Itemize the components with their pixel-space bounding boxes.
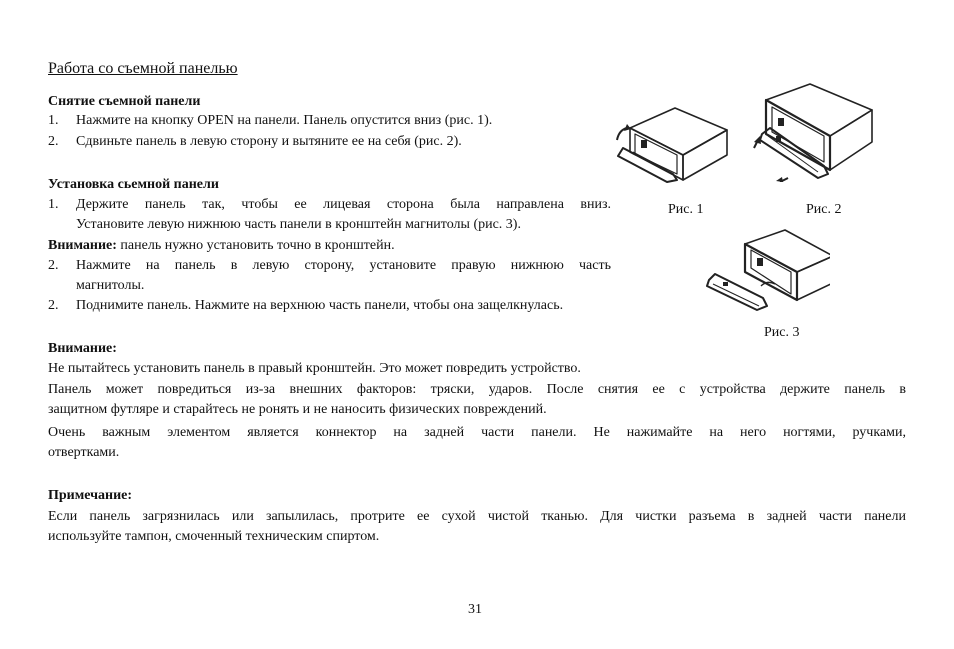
- warning-heading: Внимание:: [48, 341, 117, 356]
- paragraph-line2: защитном футляре и старайтесь не ронять и не наносить физических повреждений.: [48, 402, 547, 417]
- step-number: 2.: [48, 298, 59, 313]
- head-unit-panel-open-icon: [615, 100, 735, 185]
- step-text: Сдвиньте панель в левую сторону и вытяните ее на себя (рис. 2).: [76, 134, 462, 149]
- paragraph-line1: Если панель загрязнилась или запылилась, протрите ее сухой чистой тканью. Для чистки разъема в задней части панели: [48, 509, 906, 524]
- installation-note: [48, 236, 395, 256]
- step-text-line1: Нажмите на панель в левую сторону, установите правую нижнюю часть: [76, 258, 611, 273]
- head-unit-panel-removal-icon: [748, 82, 873, 182]
- step-text: Нажмите на кнопку OPEN на панели. Панель опустится вниз (рис. 1).: [76, 113, 493, 128]
- page-number: 31: [468, 602, 482, 617]
- paragraph-line2: используйте тампон, смоченный техническим спиртом.: [48, 529, 380, 544]
- paragraph-line1: Панель может повредиться из-за внешних факторов: тряски, ударов. После снятия ее с устройства держите панель в: [48, 382, 906, 397]
- removal-step-2: [48, 132, 462, 152]
- step-text-line1: Держите панель так, чтобы ее лицевая сторона была направлена вниз.: [76, 197, 611, 212]
- step-number: 1.: [48, 197, 59, 212]
- installation-heading: Установка сьемной панели: [48, 177, 219, 192]
- removal-step-1: [48, 111, 492, 131]
- removal-heading: Снятие съемной панели: [48, 94, 201, 109]
- note-paragraph: [48, 507, 906, 547]
- figure-1-caption: Рис. 1: [668, 202, 704, 217]
- figure-3-caption: Рис. 3: [764, 325, 800, 340]
- step-text-line2: Установите левую нижнюю часть панели в кронштейн магнитолы (рис. 3).: [76, 217, 521, 232]
- head-unit-panel-installation-icon: [705, 228, 830, 318]
- step-text: Поднимите панель. Нажмите на верхнюю часть панели, чтобы она защелкнулась.: [76, 298, 564, 313]
- page-title: Работа со съемной панелью: [48, 60, 238, 77]
- installation-step-2: [48, 256, 611, 296]
- warning-paragraph-2: [48, 380, 906, 420]
- installation-step-1: [48, 195, 611, 235]
- note-text: панель нужно установить точно в кронштейн.: [116, 238, 395, 253]
- figure-2-caption: Рис. 2: [806, 202, 842, 217]
- step-number: 2.: [48, 258, 59, 273]
- step-number: 1.: [48, 113, 59, 128]
- warning-paragraph-1: Не пытайтесь установить панель в правый кронштейн. Это может повредить устройство.: [48, 361, 581, 376]
- installation-step-3: [48, 296, 563, 316]
- warning-paragraph-3: [48, 423, 906, 463]
- paragraph-line2: отвертками.: [48, 445, 120, 460]
- step-number: 2.: [48, 134, 59, 149]
- note-heading: Примечание:: [48, 488, 133, 503]
- step-text-line2: магнитолы.: [76, 278, 145, 293]
- paragraph-line1: Очень важным элементом является коннектор на задней части панели. Не нажимайте на него ногтями, ручками,: [48, 425, 906, 440]
- note-label: Внимание:: [48, 238, 117, 253]
